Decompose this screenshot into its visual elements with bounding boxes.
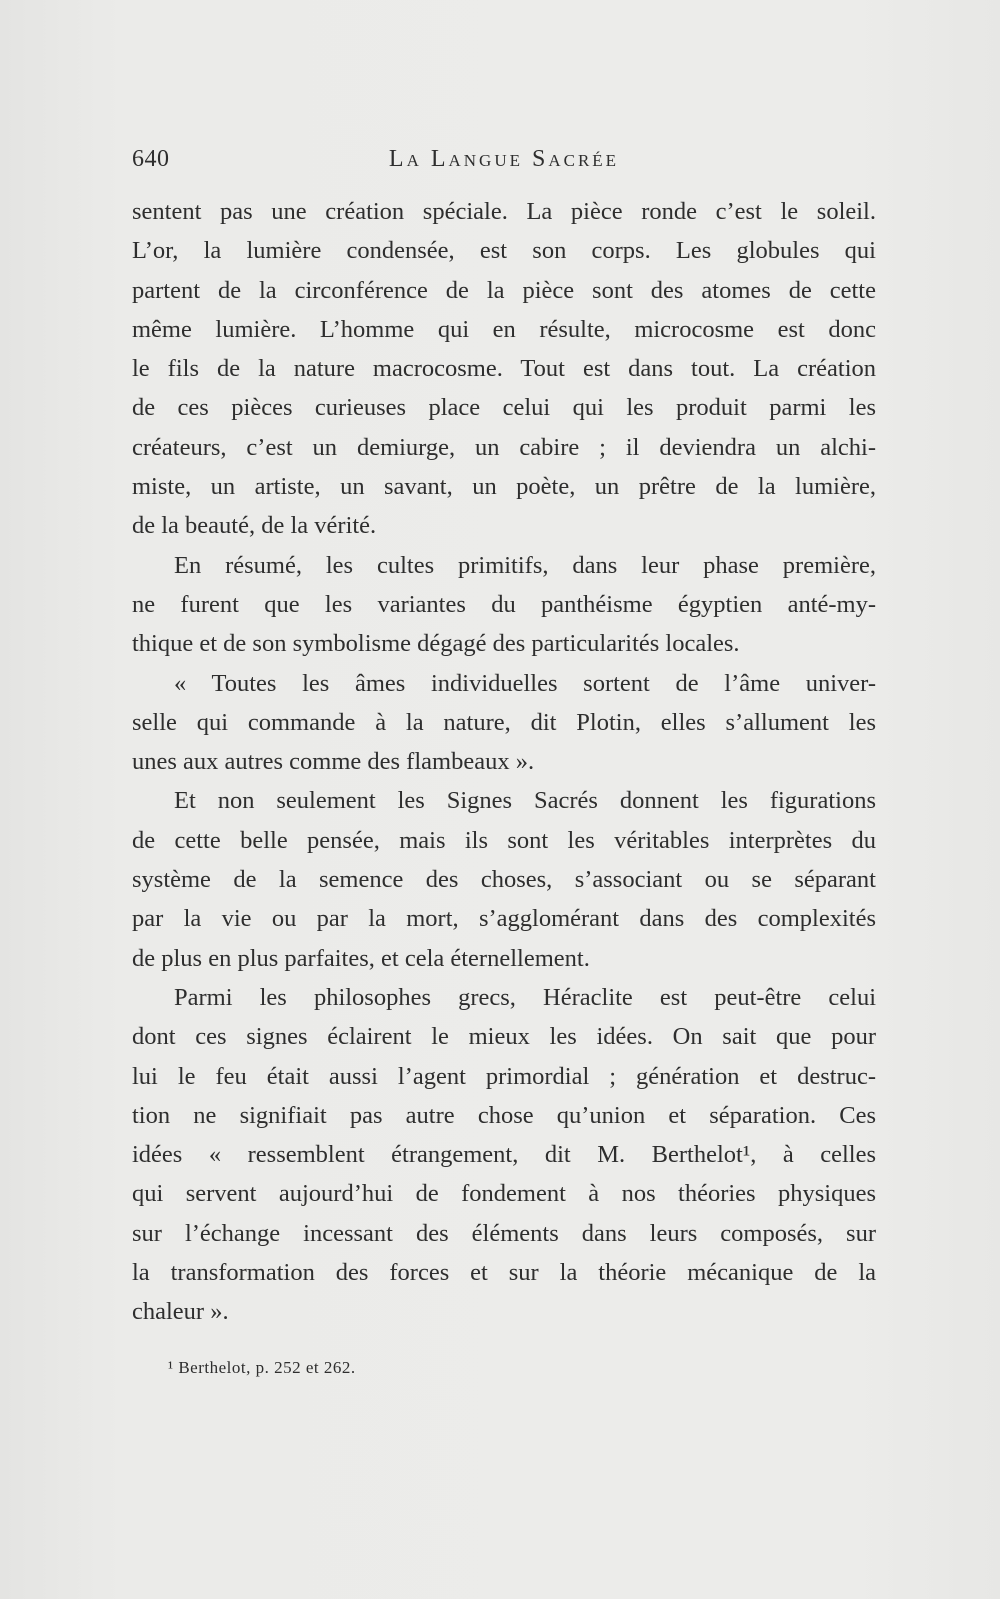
text-line: créateurs, c’est un demiurge, un cabire ; il deviendra un alchi-: [132, 433, 876, 461]
text-line: L’or, la lumière condensée, est son corps. Les globules qui: [132, 237, 876, 265]
text-line: sentent pas une création spéciale. La pièce ronde c’est le soleil.: [132, 198, 876, 225]
page-number: 640: [132, 146, 170, 172]
text-line: dont ces signes éclairent le mieux les idées. On sait que pour: [132, 1023, 876, 1051]
footnote: ¹ Berthelot, p. 252 et 262.: [168, 1358, 356, 1377]
text-line: selle qui commande à la nature, dit Plotin, elles s’allument les: [132, 708, 876, 736]
text-line: même lumière. L’homme qui en résulte, microcosme est donc: [132, 315, 876, 343]
text-line: partent de la circonférence de la pièce sont des atomes de cette: [132, 276, 876, 304]
paragraph: [132, 546, 876, 664]
paragraph: [132, 978, 876, 1332]
text-line: de plus en plus parfaites, et cela éternellement.: [132, 944, 590, 972]
text-line: la transformation des forces et sur la théorie mécanique de la: [132, 1259, 876, 1287]
text-line: ne furent que les variantes du panthéisme égyptien anté-my-: [132, 590, 876, 618]
text-line: thique et de son symbolisme dégagé des particularités locales.: [132, 630, 740, 658]
text-line: de ces pièces curieuses place celui qui les produit parmi les: [132, 394, 876, 422]
body-text: [132, 192, 876, 1332]
text-line: de la beauté, de la vérité.: [132, 512, 377, 540]
paragraph: [132, 664, 876, 782]
text-line: « Toutes les âmes individuelles sortent de l’âme univer-: [174, 669, 876, 697]
text-line: lui le feu était aussi l’agent primordial ; génération et destruc-: [132, 1062, 876, 1090]
text-line: sur l’échange incessant des éléments dans leurs composés, sur: [132, 1219, 876, 1247]
running-title: La Langue Sacrée: [388, 146, 620, 172]
text-line: miste, un artiste, un savant, un poète, un prêtre de la lumière,: [132, 473, 876, 501]
text-line: Et non seulement les Signes Sacrés donnent les figurations: [174, 787, 876, 815]
text-line: qui servent aujourd’hui de fondement à nos théories physiques: [132, 1180, 876, 1208]
text-line: le fils de la nature macrocosme. Tout est dans tout. La création: [132, 355, 876, 383]
text-line: idées « ressemblent étrangement, dit M. Berthelot¹, à celles: [132, 1141, 876, 1169]
text-line: tion ne signifiait pas autre chose qu’union et séparation. Ces: [132, 1101, 876, 1129]
text-line: de cette belle pensée, mais ils sont les véritables interprètes du: [132, 826, 876, 854]
text-line: système de la semence des choses, s’associant ou se séparant: [132, 866, 876, 894]
text-line: par la vie ou par la mort, s’agglomérant dans des complexités: [132, 905, 876, 933]
text-line: unes aux autres comme des flambeaux ».: [132, 748, 535, 776]
text-line: Parmi les philosophes grecs, Héraclite est peut-être celui: [174, 983, 876, 1011]
page-header: [132, 146, 876, 180]
text-line: En résumé, les cultes primitifs, dans leur phase première,: [174, 551, 876, 579]
text-line: chaleur ».: [132, 1298, 229, 1326]
paragraph: [132, 781, 876, 977]
paragraph: [132, 192, 876, 546]
